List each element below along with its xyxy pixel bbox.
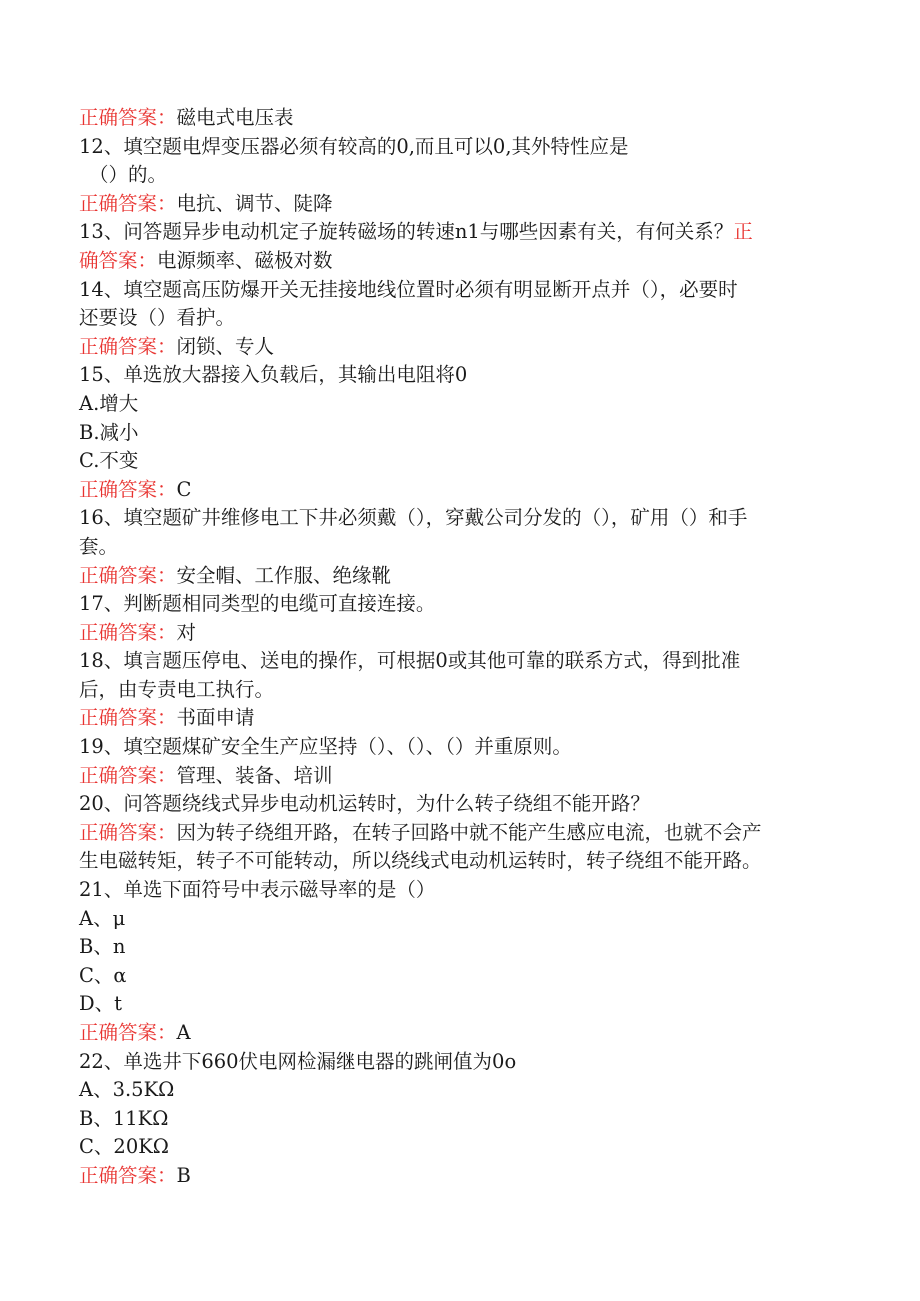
answer-label: 正确答案：: [79, 191, 177, 215]
option-line: [79, 1105, 849, 1134]
answer-line: [79, 104, 849, 133]
answer-text: C: [176, 477, 192, 501]
question-line: [79, 876, 849, 905]
option-text: B、n: [79, 935, 126, 959]
answer-label: 正确答案：: [79, 563, 177, 587]
answer-text: 对: [176, 620, 197, 644]
option-line: [79, 962, 849, 991]
answer-line: [79, 476, 849, 505]
option-line: [79, 447, 849, 476]
option-line: [79, 1076, 849, 1105]
answer-text: 管理、装备、培训: [176, 763, 333, 787]
option-line: [79, 1133, 849, 1162]
question-text: 套。: [79, 534, 119, 558]
answer-text: 安全帽、工作服、绝缘靴: [176, 563, 392, 587]
answer-line: [79, 1162, 849, 1191]
question-text: 还要设（）看护。: [79, 306, 236, 330]
answer-line: [79, 190, 849, 219]
answer-label: 正确答案：: [79, 706, 177, 730]
question-text: 14、填空题高压防爆开关无挂接地线位置时必须有明显断开点并（），必要时: [79, 277, 738, 301]
answer-label: 正确答案：: [79, 1021, 177, 1044]
answer-text: B: [176, 1163, 191, 1187]
question-line: [79, 504, 849, 533]
answer-text: A: [176, 1021, 191, 1044]
question-continuation: [79, 304, 849, 333]
question-text: 21、单选下面符号中表示磁导率的是（）: [79, 878, 436, 902]
answer-label: 正确答案：: [79, 820, 177, 844]
question-text: 15、单选放大器接入负载后，其输出电阻将0: [79, 363, 468, 387]
option-line: [79, 390, 849, 419]
question-text: 18、填言题压停电、送电的操作，可根据0或其他可靠的联系方式，得到批准: [79, 649, 741, 673]
answer-line: [79, 762, 849, 791]
question-text: 22、单选井下660伏电网检漏继电器的跳闸值为0o: [79, 1049, 517, 1073]
answer-label: 正确答案：: [79, 106, 177, 129]
answer-label: 正确答案：: [79, 620, 177, 644]
question-text: （）的。: [89, 163, 168, 187]
answer-text: 生电磁转矩，转子不可能转动，所以绕线式电动机运转时，转子绕组不能开路。: [79, 849, 762, 873]
answer-label: 正确答案：: [79, 1163, 177, 1187]
option-line: [79, 419, 849, 448]
question-line: [79, 590, 849, 619]
question-text: 12、填空题电焊变压器必须有较高的0,而且可以0,其外特性应是: [79, 134, 629, 158]
answer-line: [79, 619, 849, 648]
question-line: [79, 733, 849, 762]
question-line: [79, 1048, 849, 1077]
option-line: [79, 933, 849, 962]
question-text: 后，由专责电工执行。: [79, 677, 275, 701]
option-text: C、20KΩ: [79, 1135, 169, 1159]
question-line: [79, 647, 849, 676]
answer-line: [79, 704, 849, 733]
answer-text: 磁电式电压表: [176, 106, 294, 129]
answer-line: [79, 1019, 849, 1048]
answer-label: 确答案：: [79, 248, 158, 272]
question-continuation: [79, 533, 849, 562]
answer-text: 电抗、调节、陡降: [176, 191, 333, 215]
document-page: [79, 104, 849, 1191]
option-text: B、11KΩ: [79, 1106, 169, 1130]
answer-label: 正确答案：: [79, 477, 177, 501]
option-text: A、μ: [79, 906, 126, 930]
answer-line: [79, 819, 849, 848]
answer-line: [79, 562, 849, 591]
question-text: 19、填空题煤矿安全生产应坚持（）、（）、（）并重原则。: [79, 735, 572, 759]
answer-text: 闭锁、专人: [176, 334, 275, 358]
question-line: [79, 276, 849, 305]
option-text: A.增大: [79, 391, 139, 415]
answer-line: [79, 247, 849, 276]
question-text: 16、填空题矿井维修电工下井必须戴（），穿戴公司分发的（），矿用（）和手: [79, 506, 748, 530]
question-text: 17、判断题相同类型的电缆可直接连接。: [79, 592, 436, 616]
question-line: [79, 361, 849, 390]
option-text: A、3.5KΩ: [79, 1078, 175, 1102]
question-continuation: [79, 161, 849, 190]
question-line: [79, 218, 849, 247]
answer-line: [79, 333, 849, 362]
answer-label: 正确答案：: [79, 763, 177, 787]
answer-text: 电源频率、磁极对数: [157, 248, 333, 272]
answer-text: 因为转子绕组开路，在转子回路中就不能产生感应电流，也就不会产: [176, 820, 762, 844]
option-text: C.不变: [79, 449, 139, 473]
question-text: 13、问答题异步电动机定子旋转磁场的转速n1与哪些因素有关，有何关系？: [79, 220, 734, 244]
question-text: 20、问答题绕线式异步电动机运转时，为什么转子绕组不能开路？: [79, 792, 650, 816]
question-continuation: [79, 676, 849, 705]
option-text: D、t: [79, 992, 122, 1016]
option-text: B.减小: [79, 420, 139, 444]
option-text: C、α: [79, 963, 127, 987]
answer-continuation: [79, 847, 849, 876]
option-line: [79, 905, 849, 934]
answer-text: 书面申请: [176, 706, 255, 730]
question-line: [79, 790, 849, 819]
answer-label: 正确答案：: [79, 334, 177, 358]
option-line: [79, 990, 849, 1019]
answer-label: 正: [733, 220, 753, 244]
question-line: [79, 133, 849, 162]
